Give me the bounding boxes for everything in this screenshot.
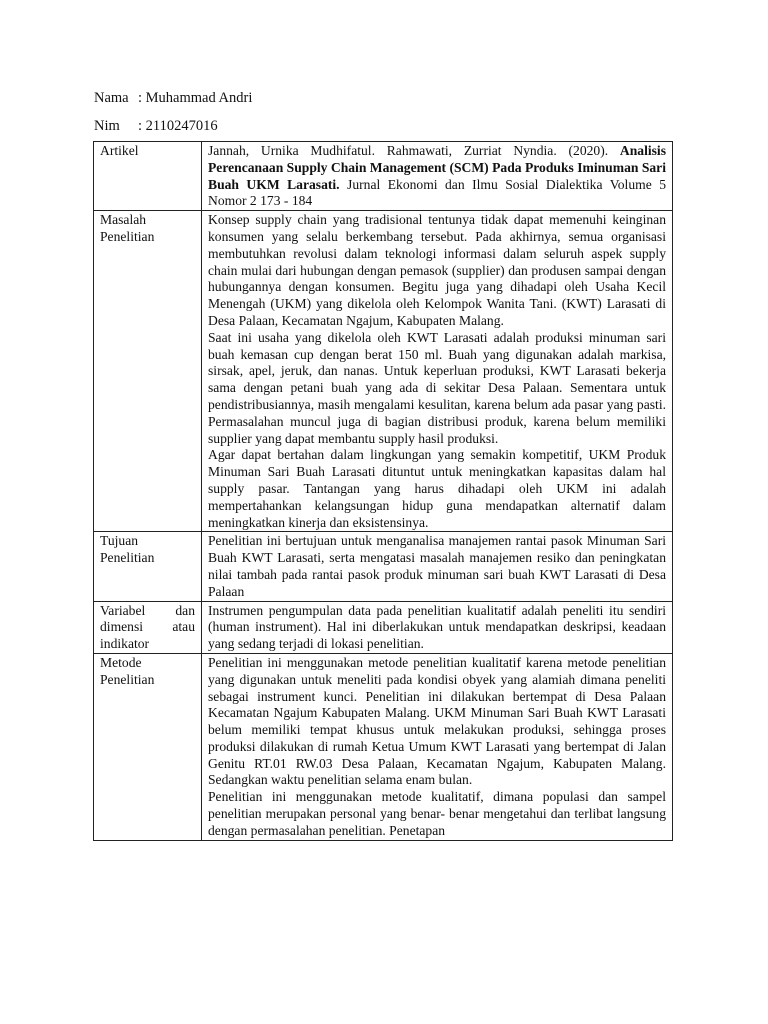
masalah-paragraph: Saat ini usaha yang dikelola oleh KWT Larasati adalah produksi minuman sari buah kemasan cup dengan berat 150 ml. Buah yang digunakan adalah markisa, sirsak, apel, jeruk, dan nanas. Untuk keperluan produksi, KWT Larasati bekerja sama dengan petani buah yang ada di sekitar Desa Palaan. Sementara untuk pendistribusiannya, masih mengalami kesulitan, karena belum ada pasar yang pasti. Permasalahan muncul juga di bagian distribusi produk, karena belum memiliki supplier yang dapat membantu supply hasil produksi. xyxy=(208,329,666,446)
row-masalah xyxy=(94,211,673,532)
nim-line xyxy=(94,117,218,135)
masalah-paragraph: Agar dapat bertahan dalam lingkungan yang semakin kompetitif, UKM Produk Minuman Sari Buah Larasati dituntut untuk meningkatkan kapasitas dalam hal supply pasar. Tantangan yang harus dihadapi oleh UKM ini adalah mempertahankan kelangsungan hidup guna mendapatkan alternatif dalam meningkatkan kinerja dan eksistensinya. xyxy=(208,447,666,530)
artikel-title: Analisis Perencanaan Supply Chain Management (SCM) Pada Produks Iminuman Sari Buah UKM Larasati. xyxy=(208,143,666,192)
row-variabel xyxy=(94,601,673,653)
metode-paragraph: Penelitian ini menggunakan metode kualitatif, dimana populasi dan sampel penelitian merupakan personal yang benar- benar mengetahui dan terlibat langsung dengan permasalahan penelitian. Penetapan xyxy=(208,789,666,838)
name-line xyxy=(94,89,252,107)
name-value: : Muhammad Andri xyxy=(138,90,253,106)
row-artikel xyxy=(94,142,673,211)
label-metode: Metode Penelitian xyxy=(94,653,202,840)
label-tujuan: Tujuan Penelitian xyxy=(94,532,202,601)
nim-label: Nim xyxy=(94,118,120,134)
label-artikel: Artikel xyxy=(94,142,202,211)
nim-value: : 2110247016 xyxy=(138,118,218,134)
review-table xyxy=(93,141,673,841)
value-artikel xyxy=(202,142,673,211)
label-variabel: Variabel dan dimensi atau indikator xyxy=(94,601,202,653)
value-variabel: Instrumen pengumpulan data pada penelitian kualitatif adalah peneliti itu sendiri (human instrument). Hal ini diberlakukan untuk mendapatkan deskripsi, keadaan yang sedang terjadi di lokasi penelitian. xyxy=(202,601,673,653)
label-masalah: Masalah Penelitian xyxy=(94,211,202,532)
value-tujuan: Penelitian ini bertujuan untuk menganalisa manajemen rantai pasok Minuman Sari Buah KWT Larasati, serta mengatasi masalah manajemen resiko dan peningkatan nilai tambah pada rantai pasok produk minuman sari buah KWT Larasati di Desa Palaan xyxy=(202,532,673,601)
artikel-journal: Jurnal Ekonomi dan Ilmu Sosial Dialektika Volume 5 Nomor 2 173 - 184 xyxy=(208,176,666,209)
metode-paragraph: Penelitian ini menggunakan metode penelitian kualitatif karena metode penelitian yang digunakan untuk meneliti pada kondisi obyek yang alamiah dimana peneliti sebagai instrument kunci. Penelitian ini dilakukan bertempat di Desa Palaan Kecamatan Ngajum Kabupaten Malang. UKM Minuman Sari Buah KWT Larasati belum memiliki tempat khusus untuk melakukan produksi, sehingga proses produksi dilakukan di rumah Ketua Umum KWT Larasati yang bertempat di Jalan Genitu RT.01 RW.03 Desa Palaan, Kecamatan Ngajum, Kabupaten Malang. Sedangkan waktu penelitian selama enam bulan. xyxy=(208,654,666,788)
row-tujuan xyxy=(94,532,673,601)
value-masalah xyxy=(202,211,673,532)
value-metode xyxy=(202,653,673,840)
row-metode xyxy=(94,653,673,840)
masalah-paragraph: Konsep supply chain yang tradisional tentunya tidak dapat memenuhi keinginan konsumen yang selalu berkembang tersebut. Pada akhirnya, semua organisasi membutuhkan revolusi dalam teknologi informasi dalam seluruh aspek supply chain mulai dari hubungan dengan pemasok (supplier) dan produsen sampai dengan hubungannya dengan konsumen. Begitu juga yang dihadapi oleh Usaha Kecil Menengah (UKM) yang dikelola oleh Kelompok Wanita Tani. (KWT) Larasati di Desa Palaan, Kecamatan Ngajum, Kabupaten Malang. xyxy=(208,212,666,328)
artikel-authors: Jannah, Urnika Mudhifatul. Rahmawati, Zurriat Nyndia. (2020). xyxy=(208,143,609,158)
name-label: Nama xyxy=(94,90,129,106)
